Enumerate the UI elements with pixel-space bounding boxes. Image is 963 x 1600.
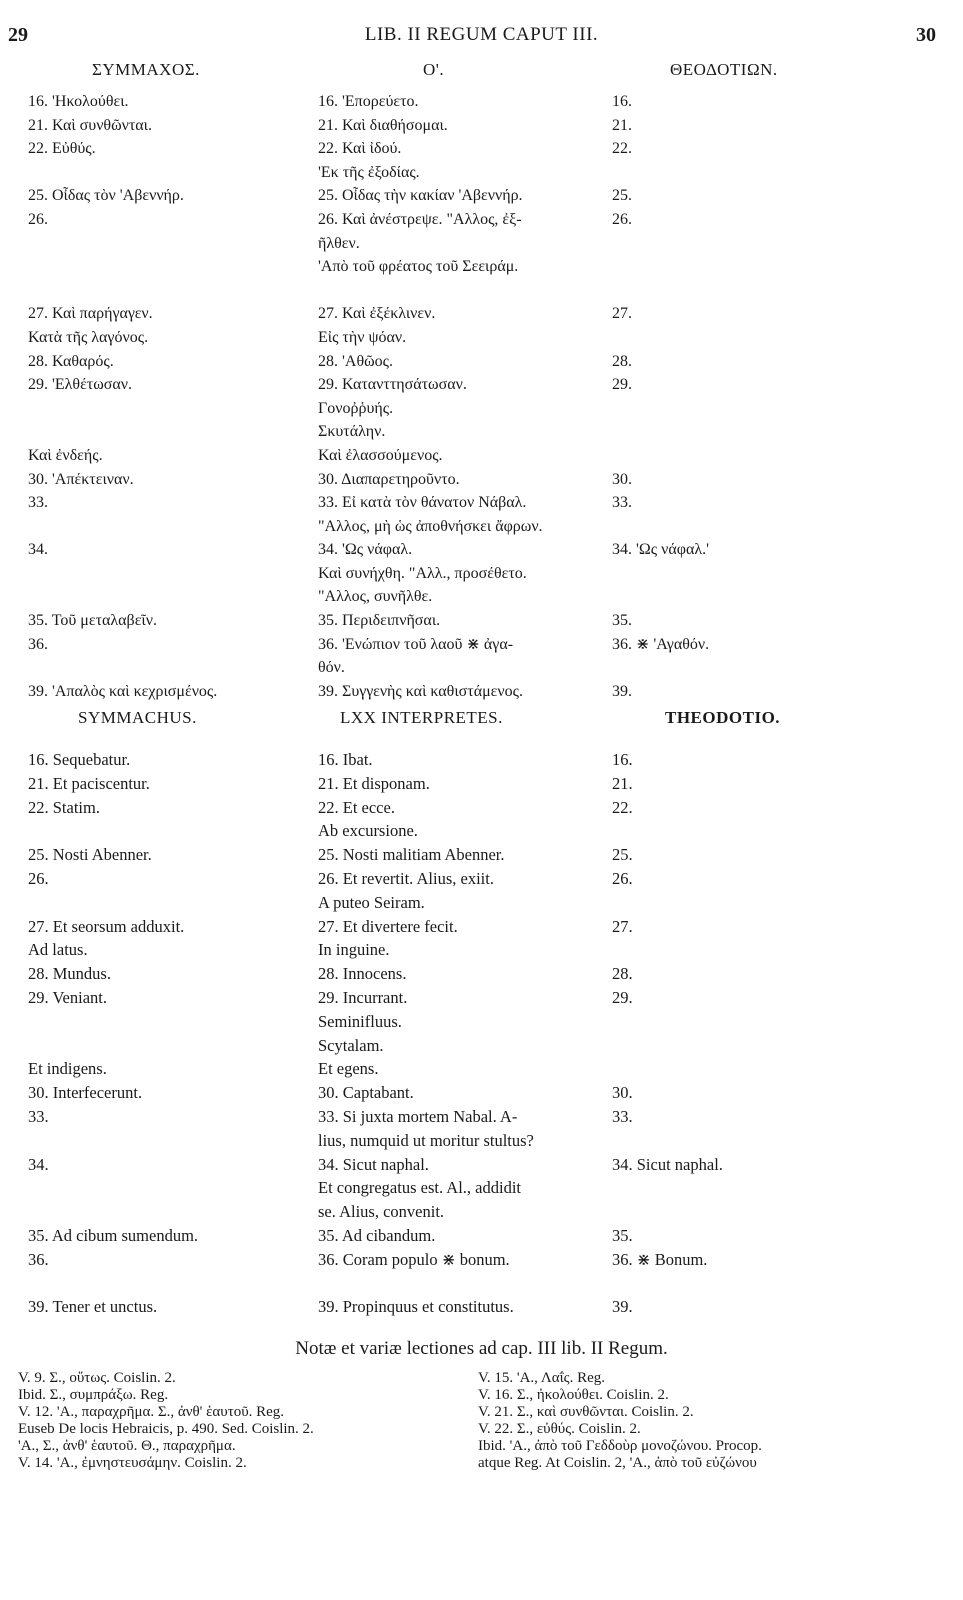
lxx-cell: "Αλλος, μὴ ὡς ἀποθνήσκει ἄφρων. [318, 517, 543, 535]
verse-row [0, 90, 963, 114]
lxx-cell: A puteo Seiram. [318, 892, 425, 912]
latin-header-symmachus: SYMMACHUS. [78, 708, 197, 727]
notes-right-column [478, 1370, 762, 1472]
lxx-cell: 30. Captabant. [318, 1083, 414, 1103]
symmachus-cell: 28. Mundus. [28, 964, 111, 984]
lxx-cell: Γονοῤῥυής. [318, 399, 394, 417]
symmachus-cell: 33. [28, 1106, 49, 1126]
theodotion-cell: 25. [612, 845, 633, 865]
lxx-cell: se. Alius, convenit. [318, 1202, 445, 1222]
lxx-cell: 33. Εἰ κατὰ τὸν θάνατον Νάβαλ. [318, 494, 527, 512]
latin-header-theodotion: THEODOTIO. [665, 708, 781, 727]
symmachus-cell: 27. Et seorsum adduxit. [28, 916, 185, 936]
theodotion-cell: 16. [612, 750, 633, 769]
symmachus-cell: 36. [28, 1249, 49, 1269]
theodotion-cell: 28. [612, 352, 632, 370]
lxx-cell: 39. Propinquus et constitutus. [318, 1297, 514, 1317]
verse-row [0, 819, 963, 843]
lxx-cell: Εἰς τὴν ψόαν. [318, 328, 407, 346]
greek-text-columns [0, 90, 963, 703]
theodotion-cell: 16. [612, 93, 632, 110]
verse-row [0, 397, 963, 421]
symmachus-cell: 21. Καὶ συνθῶνται. [28, 116, 152, 134]
lxx-cell: Καὶ ἐλασσούμενος. [318, 446, 443, 464]
lxx-cell: 'Εκ τῆς ἐξοδίας. [318, 163, 420, 181]
page-number-left: 29 [8, 24, 28, 46]
symmachus-cell: 30. 'Απέκτειναν. [28, 470, 134, 488]
lxx-cell: 22. Et ecce. [318, 797, 395, 817]
verse-row [0, 843, 963, 867]
symmachus-cell: Et indigens. [28, 1059, 107, 1079]
lxx-cell: 27. Καὶ ἐξέκλινεν. [318, 305, 436, 323]
note-line: Ibid. Σ., συμπράξω. Reg. [18, 1387, 169, 1403]
lxx-cell: 29. Κατανττησάτωσαν. [318, 376, 467, 394]
notes-left-column [18, 1370, 314, 1472]
verse-row [0, 161, 963, 185]
theodotion-cell: 21. [612, 773, 633, 793]
verse-row [0, 938, 963, 962]
theodotion-cell: 33. [612, 1106, 633, 1126]
verse-row [0, 232, 963, 256]
verse-row [0, 208, 963, 232]
verse-row [0, 279, 963, 303]
verse-row [0, 962, 963, 986]
lxx-cell: 26. Καὶ ἀνέστρεψε. "Αλλος, ἐξ- [318, 210, 522, 228]
verse-row [0, 114, 963, 138]
verse-row [0, 867, 963, 891]
lxx-cell: Et congregatus est. Al., addidit [318, 1178, 522, 1198]
symmachus-cell: 39. 'Απαλὸς καὶ κεχρισμένος. [28, 682, 218, 700]
symmachus-cell: 30. Interfecerunt. [28, 1083, 143, 1103]
verse-row [0, 1200, 963, 1224]
note-line: V. 16. Σ., ἠκολούθει. Coislin. 2. [478, 1387, 669, 1403]
verse-row [0, 326, 963, 350]
symmachus-cell: 27. Καὶ παρήγαγεν. [28, 305, 153, 323]
verse-row [0, 1034, 963, 1058]
lxx-cell: 29. Incurrant. [318, 987, 408, 1007]
note-line: V. 12. 'Α., παραχρῆμα. Σ., ἀνθ' ἑαυτοῦ. Reg. [18, 1404, 285, 1420]
greek-header-lxx: Ο'. [423, 60, 445, 79]
lxx-cell: 35. Περιδειπνῆσαι. [318, 612, 441, 630]
lxx-cell: 36. Coram populo ⋇ bonum. [318, 1249, 510, 1269]
theodotion-cell: 29. [612, 376, 632, 394]
lxx-cell: 26. Et revertit. Alius, exiit. [318, 868, 494, 888]
symmachus-cell: 16. 'Ηκολούθει. [28, 93, 129, 110]
symmachus-cell: 35. Τοῦ μεταλαβεῖν. [28, 612, 157, 630]
verse-row [0, 538, 963, 562]
theodotion-cell: 27. [612, 916, 633, 936]
lxx-cell: θόν. [318, 659, 345, 677]
theodotion-cell: 26. [612, 210, 632, 228]
lxx-cell: 22. Καὶ ἰδού. [318, 140, 402, 158]
lxx-cell: "Αλλος, συνῆλθε. [318, 588, 433, 606]
note-line: V. 22. Σ., εὐθύς. Coislin. 2. [478, 1421, 641, 1437]
note-line: V. 9. Σ., οὕτως. Coislin. 2. [18, 1370, 176, 1386]
verse-row [0, 562, 963, 586]
lxx-cell: 30. Διαπαρετηροῦντο. [318, 470, 460, 488]
symmachus-cell: 25. Nosti Abenner. [28, 845, 152, 865]
greek-header-symmachus: ΣΥΜΜΑΧΟΣ. [92, 60, 200, 79]
verse-row [0, 772, 963, 796]
verse-row [0, 986, 963, 1010]
symmachus-cell: 22. Εὐθύς. [28, 140, 96, 158]
note-line: Ibid. 'Α., ἀπὸ τοῦ Γεδδοὺρ μονοζώνου. Procop. [478, 1438, 762, 1454]
symmachus-cell: 25. Οἶδας τὸν 'Αβεννήρ. [28, 187, 184, 205]
verse-row [0, 748, 963, 772]
verse-row [0, 680, 963, 704]
theodotion-cell: 29. [612, 987, 633, 1007]
verse-row [0, 184, 963, 208]
lxx-cell: 'Απὸ τοῦ φρέατος τοῦ Σεειράμ. [318, 258, 519, 276]
theodotion-cell: 25. [612, 187, 632, 205]
verse-row [0, 633, 963, 657]
theodotion-cell: 39. [612, 1297, 633, 1317]
verse-row [0, 1295, 963, 1319]
lxx-cell: 36. 'Ενώπιον τοῦ λαοῦ ⋇ ἀγα- [318, 635, 514, 653]
verse-row [0, 420, 963, 444]
lxx-cell: 27. Et divertere fecit. [318, 916, 458, 936]
lxx-cell: Et egens. [318, 1059, 379, 1079]
symmachus-cell: 26. [28, 868, 49, 888]
note-line: atque Reg. At Coislin. 2, 'Α., ἀπὸ τοῦ εὐζώνου [478, 1455, 757, 1471]
lxx-cell: 34. 'Ως νάφαλ. [318, 541, 413, 559]
verse-row [0, 1176, 963, 1200]
lxx-cell: 28. 'Αθῶος. [318, 352, 393, 370]
greek-header-theodotion: ΘΕΟΔΟΤΙΩΝ. [670, 60, 778, 79]
verse-row [0, 1057, 963, 1081]
note-line: 'Α., Σ., ἀνθ' ἑαυτοῦ. Θ., παραχρῆμα. [18, 1438, 236, 1454]
verse-row [0, 350, 963, 374]
symmachus-cell: 36. [28, 635, 48, 653]
lxx-cell: 25. Nosti malitiam Abenner. [318, 845, 505, 865]
verse-row [0, 1129, 963, 1153]
lxx-cell: Σκυτάλην. [318, 423, 386, 441]
note-line: Euseb De locis Hebraicis, p. 490. Sed. Coislin. 2. [18, 1421, 314, 1437]
note-line: V. 21. Σ., καὶ συνθῶνται. Coislin. 2. [478, 1404, 694, 1420]
verse-row [0, 468, 963, 492]
symmachus-cell: 29. 'Ελθέτωσαν. [28, 376, 132, 394]
verse-row [0, 609, 963, 633]
lxx-cell: Καὶ συνήχθη. "Αλλ., προσέθετο. [318, 564, 527, 582]
symmachus-cell: 35. Ad cibum sumendum. [28, 1225, 199, 1245]
theodotion-cell: 22. [612, 797, 633, 817]
latin-header-lxx: LXX INTERPRETES. [340, 708, 503, 727]
lxx-cell: 21. Et disponam. [318, 773, 430, 793]
lxx-cell: 34. Sicut naphal. [318, 1154, 429, 1174]
latin-text-columns [0, 748, 963, 1319]
theodotion-cell: 36. ⋇ Bonum. [612, 1249, 708, 1269]
verse-row [0, 515, 963, 539]
verse-row [0, 915, 963, 939]
theodotion-cell: 21. [612, 116, 632, 134]
theodotion-cell: 34. Sicut naphal. [612, 1154, 723, 1174]
verse-row [0, 891, 963, 915]
lxx-cell: 25. Οἶδας τὴν κακίαν 'Αβεννήρ. [318, 187, 523, 205]
theodotion-cell: 26. [612, 868, 633, 888]
verse-row [0, 137, 963, 161]
verse-row [0, 302, 963, 326]
running-title: LIB. II REGUM CAPUT III. [364, 24, 599, 45]
page-number-right: 30 [916, 24, 936, 46]
theodotion-cell: 34. 'Ως νάφαλ.' [612, 541, 709, 559]
lxx-cell: 35. Ad cibandum. [318, 1225, 436, 1245]
notes-title: Notæ et variæ lectiones ad cap. III lib. II Regum. [295, 1338, 668, 1359]
symmachus-cell: 28. Καθαρός. [28, 352, 114, 370]
symmachus-cell: 26. [28, 210, 48, 228]
verse-row [0, 796, 963, 820]
theodotion-cell: 30. [612, 1083, 633, 1103]
lxx-cell: lius, numquid ut moritur stultus? [318, 1130, 534, 1150]
theodotion-cell: 36. ⋇ 'Αγαθόν. [612, 635, 710, 653]
verse-row [0, 491, 963, 515]
verse-row [0, 1272, 963, 1296]
symmachus-cell: 33. [28, 494, 48, 512]
theodotion-cell: 30. [612, 470, 632, 488]
verse-row [0, 1153, 963, 1177]
symmachus-cell: Καὶ ἐνδεής. [28, 446, 103, 464]
symmachus-cell: 21. Et paciscentur. [28, 773, 150, 793]
symmachus-cell: 39. Tener et unctus. [28, 1297, 158, 1317]
lxx-cell: 21. Καὶ διαθήσομαι. [318, 116, 448, 134]
verse-row [0, 1224, 963, 1248]
theodotion-cell: 33. [612, 494, 632, 512]
theodotion-cell: 22. [612, 140, 632, 158]
lxx-cell: Ab excursione. [318, 821, 418, 841]
theodotion-cell: 27. [612, 305, 632, 323]
theodotion-cell: 35. [612, 1225, 633, 1245]
verse-row [0, 255, 963, 279]
lxx-cell: Scytalam. [318, 1035, 384, 1055]
lxx-cell: Seminifluus. [318, 1011, 402, 1031]
note-line: V. 15. 'Α., Λαΐς. Reg. [478, 1370, 605, 1386]
symmachus-cell: Ad latus. [28, 940, 88, 960]
symmachus-cell: 34. [28, 541, 48, 559]
theodotion-cell: 39. [612, 682, 632, 700]
verse-row [0, 1010, 963, 1034]
theodotion-cell: 35. [612, 612, 632, 630]
verse-row [0, 1248, 963, 1272]
verse-row [0, 656, 963, 680]
lxx-cell: ῆλθεν. [318, 234, 360, 252]
verse-row [0, 585, 963, 609]
verse-row [0, 1081, 963, 1105]
symmachus-cell: 29. Veniant. [28, 987, 107, 1007]
lxx-cell: 16. 'Επορεύετο. [318, 93, 419, 110]
verse-row [0, 444, 963, 468]
lxx-cell: 16. Ibat. [318, 750, 373, 769]
verse-row [0, 1105, 963, 1129]
symmachus-cell: 16. Sequebatur. [28, 750, 131, 769]
lxx-cell: 28. Innocens. [318, 964, 407, 984]
symmachus-cell: 22. Statim. [28, 797, 100, 817]
symmachus-cell: 34. [28, 1154, 49, 1174]
theodotion-cell: 28. [612, 964, 633, 984]
lxx-cell: 33. Si juxta mortem Nabal. A- [318, 1106, 518, 1126]
verse-row [0, 373, 963, 397]
lxx-cell: 39. Συγγενὴς καὶ καθιστάμενος. [318, 682, 523, 700]
note-line: V. 14. 'Α., ἐμνηστευσάμην. Coislin. 2. [18, 1455, 247, 1471]
lxx-cell: In inguine. [318, 940, 390, 960]
symmachus-cell: Κατὰ τῆς λαγόνος. [28, 328, 149, 346]
